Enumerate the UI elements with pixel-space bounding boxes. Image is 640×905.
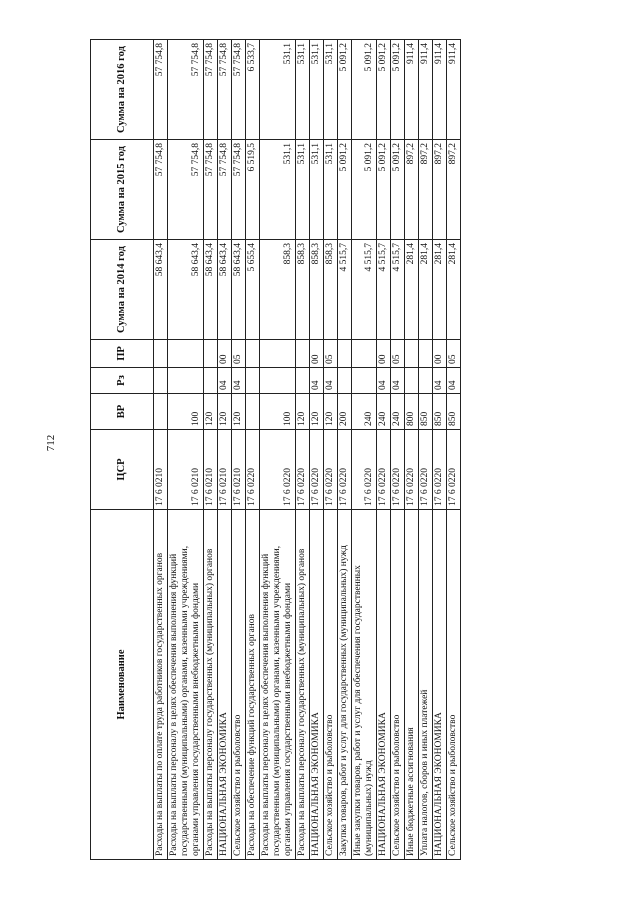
cell-rz: 04: [324, 368, 338, 394]
cell-vr: [246, 394, 260, 430]
cell-pr: [168, 340, 204, 368]
cell-pr: [338, 340, 352, 368]
cell-rz: [338, 368, 352, 394]
cell-csr: 17 6 0220: [324, 430, 338, 510]
cell-name: НАЦИОНАЛЬНАЯ ЭКОНОМИКА: [218, 510, 232, 860]
cell-rz: 04: [218, 368, 232, 394]
cell-sum-2016: 57 754,8: [168, 40, 204, 140]
cell-vr: 240: [352, 394, 377, 430]
cell-sum-2015: 57 754,8: [154, 140, 168, 240]
cell-rz: [405, 368, 419, 394]
header-sum-2016: Сумма на 2016 год: [91, 40, 154, 140]
cell-csr: 17 6 0220: [352, 430, 377, 510]
cell-sum-2014: 4 515,7: [391, 240, 405, 340]
cell-sum-2014: 858,3: [260, 240, 296, 340]
table-row: [324, 40, 338, 860]
cell-rz: 04: [433, 368, 447, 394]
table-row: [447, 40, 461, 860]
table-row: [352, 40, 377, 860]
cell-sum-2015: 897,2: [405, 140, 419, 240]
cell-sum-2014: 5 655,4: [246, 240, 260, 340]
cell-pr: 05: [232, 340, 246, 368]
cell-sum-2014: 858,3: [296, 240, 310, 340]
cell-pr: [296, 340, 310, 368]
cell-csr: 17 6 0220: [433, 430, 447, 510]
cell-sum-2016: 911,4: [405, 40, 419, 140]
cell-csr: 17 6 0220: [310, 430, 324, 510]
header-rz: Рз: [91, 368, 154, 394]
cell-csr: 17 6 0220: [405, 430, 419, 510]
cell-vr: [154, 394, 168, 430]
cell-pr: [154, 340, 168, 368]
cell-csr: 17 6 0220: [377, 430, 391, 510]
cell-name: Уплата налогов, сборов и иных платежей: [419, 510, 433, 860]
cell-pr: 00: [310, 340, 324, 368]
table-row: [246, 40, 260, 860]
cell-pr: [419, 340, 433, 368]
cell-vr: 120: [218, 394, 232, 430]
cell-csr: 17 6 0210: [232, 430, 246, 510]
cell-sum-2016: 6 533,7: [246, 40, 260, 140]
cell-rz: [260, 368, 296, 394]
cell-rz: [168, 368, 204, 394]
cell-vr: 850: [433, 394, 447, 430]
cell-rz: [204, 368, 218, 394]
cell-sum-2015: 531,1: [324, 140, 338, 240]
cell-sum-2015: 897,2: [447, 140, 461, 240]
cell-sum-2014: 58 643,4: [204, 240, 218, 340]
table-row: [419, 40, 433, 860]
header-sum-2015: Сумма на 2015 год: [91, 140, 154, 240]
cell-vr: 240: [377, 394, 391, 430]
budget-table: [90, 39, 461, 860]
cell-sum-2015: 897,2: [419, 140, 433, 240]
cell-vr: 240: [391, 394, 405, 430]
cell-sum-2016: 57 754,8: [154, 40, 168, 140]
header-row: [91, 40, 154, 860]
cell-rz: [419, 368, 433, 394]
cell-sum-2015: 5 091,2: [391, 140, 405, 240]
cell-sum-2015: 57 754,8: [204, 140, 218, 240]
cell-name: Сельское хозяйство и рыболовство: [391, 510, 405, 860]
cell-vr: 800: [405, 394, 419, 430]
cell-sum-2016: 531,1: [324, 40, 338, 140]
cell-sum-2016: 531,1: [260, 40, 296, 140]
cell-sum-2015: 57 754,8: [168, 140, 204, 240]
cell-pr: [405, 340, 419, 368]
cell-sum-2014: 858,3: [324, 240, 338, 340]
cell-sum-2016: 57 754,8: [204, 40, 218, 140]
table-row: [391, 40, 405, 860]
cell-sum-2014: 281,4: [433, 240, 447, 340]
cell-name: Иные бюджетные ассигнования: [405, 510, 419, 860]
cell-sum-2014: 281,4: [405, 240, 419, 340]
cell-sum-2016: 5 091,2: [352, 40, 377, 140]
cell-vr: 100: [260, 394, 296, 430]
cell-name: Сельское хозяйство и рыболовство: [447, 510, 461, 860]
table-row: [338, 40, 352, 860]
cell-vr: 120: [232, 394, 246, 430]
header-sum-2014: Сумма на 2014 год: [91, 240, 154, 340]
cell-csr: 17 6 0220: [246, 430, 260, 510]
header-csr: ЦСР: [91, 430, 154, 510]
cell-rz: 04: [447, 368, 461, 394]
cell-sum-2015: 5 091,2: [377, 140, 391, 240]
table-row: [310, 40, 324, 860]
cell-sum-2016: 57 754,8: [232, 40, 246, 140]
cell-name: Расходы на выплаты по оплате труда работников государственных органов: [154, 510, 168, 860]
cell-vr: 120: [204, 394, 218, 430]
cell-name: Расходы на выплаты персоналу государственных (муниципальных) органов: [204, 510, 218, 860]
cell-sum-2015: 6 519,5: [246, 140, 260, 240]
cell-rz: [352, 368, 377, 394]
cell-sum-2014: 58 643,4: [168, 240, 204, 340]
cell-sum-2015: 897,2: [433, 140, 447, 240]
cell-rz: 04: [232, 368, 246, 394]
cell-sum-2014: 858,3: [310, 240, 324, 340]
cell-csr: 17 6 0220: [338, 430, 352, 510]
cell-sum-2014: 4 515,7: [352, 240, 377, 340]
cell-sum-2015: 531,1: [296, 140, 310, 240]
cell-vr: 200: [338, 394, 352, 430]
table-row: [204, 40, 218, 860]
cell-sum-2015: 57 754,8: [232, 140, 246, 240]
table-row: [433, 40, 447, 860]
header-vr: ВР: [91, 394, 154, 430]
cell-rz: 04: [391, 368, 405, 394]
cell-sum-2016: 5 091,2: [391, 40, 405, 140]
cell-sum-2016: 5 091,2: [377, 40, 391, 140]
cell-rz: 04: [310, 368, 324, 394]
header-name: Наименование: [91, 510, 154, 860]
cell-name: Сельское хозяйство и рыболовство: [232, 510, 246, 860]
rotated-page: [90, 40, 560, 860]
cell-csr: 17 6 0210: [168, 430, 204, 510]
cell-name: Закупка товаров, работ и услуг для государственных (муниципальных) нужд: [338, 510, 352, 860]
cell-sum-2014: 4 515,7: [377, 240, 391, 340]
cell-sum-2016: 531,1: [310, 40, 324, 140]
cell-name: Расходы на выплаты персоналу государственных (муниципальных) органов: [296, 510, 310, 860]
header-pr: ПР: [91, 340, 154, 368]
cell-pr: 00: [218, 340, 232, 368]
cell-rz: 04: [377, 368, 391, 394]
cell-csr: 17 6 0210: [204, 430, 218, 510]
cell-csr: 17 6 0220: [419, 430, 433, 510]
table-row: [296, 40, 310, 860]
cell-sum-2015: 57 754,8: [218, 140, 232, 240]
cell-csr: 17 6 0220: [260, 430, 296, 510]
cell-name: Расходы на обеспечение функций государственных органов: [246, 510, 260, 860]
table-row: [232, 40, 246, 860]
table-row: [260, 40, 296, 860]
table-row: [405, 40, 419, 860]
cell-pr: [246, 340, 260, 368]
cell-csr: 17 6 0220: [447, 430, 461, 510]
cell-vr: 100: [168, 394, 204, 430]
cell-sum-2014: 281,4: [447, 240, 461, 340]
cell-csr: 17 6 0210: [154, 430, 168, 510]
table-row: [154, 40, 168, 860]
cell-vr: 120: [296, 394, 310, 430]
cell-sum-2014: 58 643,4: [154, 240, 168, 340]
cell-csr: 17 6 0220: [296, 430, 310, 510]
table-row: [377, 40, 391, 860]
cell-sum-2015: 531,1: [260, 140, 296, 240]
page-number: 712: [45, 434, 57, 452]
cell-pr: [260, 340, 296, 368]
cell-vr: 850: [419, 394, 433, 430]
cell-name: НАЦИОНАЛЬНАЯ ЭКОНОМИКА: [310, 510, 324, 860]
cell-pr: 05: [391, 340, 405, 368]
cell-sum-2016: 911,4: [419, 40, 433, 140]
cell-pr: 05: [447, 340, 461, 368]
cell-rz: [296, 368, 310, 394]
cell-csr: 17 6 0210: [218, 430, 232, 510]
cell-pr: 05: [324, 340, 338, 368]
cell-name: НАЦИОНАЛЬНАЯ ЭКОНОМИКА: [377, 510, 391, 860]
cell-pr: 00: [433, 340, 447, 368]
cell-sum-2016: 531,1: [296, 40, 310, 140]
table-row: [168, 40, 204, 860]
table-row: [218, 40, 232, 860]
cell-name: НАЦИОНАЛЬНАЯ ЭКОНОМИКА: [433, 510, 447, 860]
cell-name: Расходы на выплаты персоналу в целях обеспечения выполнения функций государственными (муниципальными) органами, казенными учреждениями, органами управления государственными внебюджетными фондами: [168, 510, 204, 860]
cell-sum-2014: 4 515,7: [338, 240, 352, 340]
cell-pr: 00: [377, 340, 391, 368]
cell-sum-2014: 58 643,4: [232, 240, 246, 340]
cell-sum-2016: 57 754,8: [218, 40, 232, 140]
cell-rz: [246, 368, 260, 394]
cell-sum-2015: 5 091,2: [338, 140, 352, 240]
cell-sum-2016: 911,4: [433, 40, 447, 140]
cell-sum-2015: 5 091,2: [352, 140, 377, 240]
cell-rz: [154, 368, 168, 394]
cell-name: Расходы на выплаты персоналу в целях обеспечения выполнения функций государственными (муниципальными) органами, казенными учреждениями, органами управления государственными внебюджетными фондами: [260, 510, 296, 860]
cell-name: Иные закупки товаров, работ и услуг для обеспечения государственных (муниципальных) нужд: [352, 510, 377, 860]
cell-sum-2014: 58 643,4: [218, 240, 232, 340]
cell-sum-2015: 531,1: [310, 140, 324, 240]
cell-vr: 120: [324, 394, 338, 430]
cell-name: Сельское хозяйство и рыболовство: [324, 510, 338, 860]
cell-sum-2016: 911,4: [447, 40, 461, 140]
cell-sum-2016: 5 091,2: [338, 40, 352, 140]
cell-pr: [204, 340, 218, 368]
cell-sum-2014: 281,4: [419, 240, 433, 340]
cell-vr: 850: [447, 394, 461, 430]
cell-csr: 17 6 0220: [391, 430, 405, 510]
cell-pr: [352, 340, 377, 368]
cell-vr: 120: [310, 394, 324, 430]
